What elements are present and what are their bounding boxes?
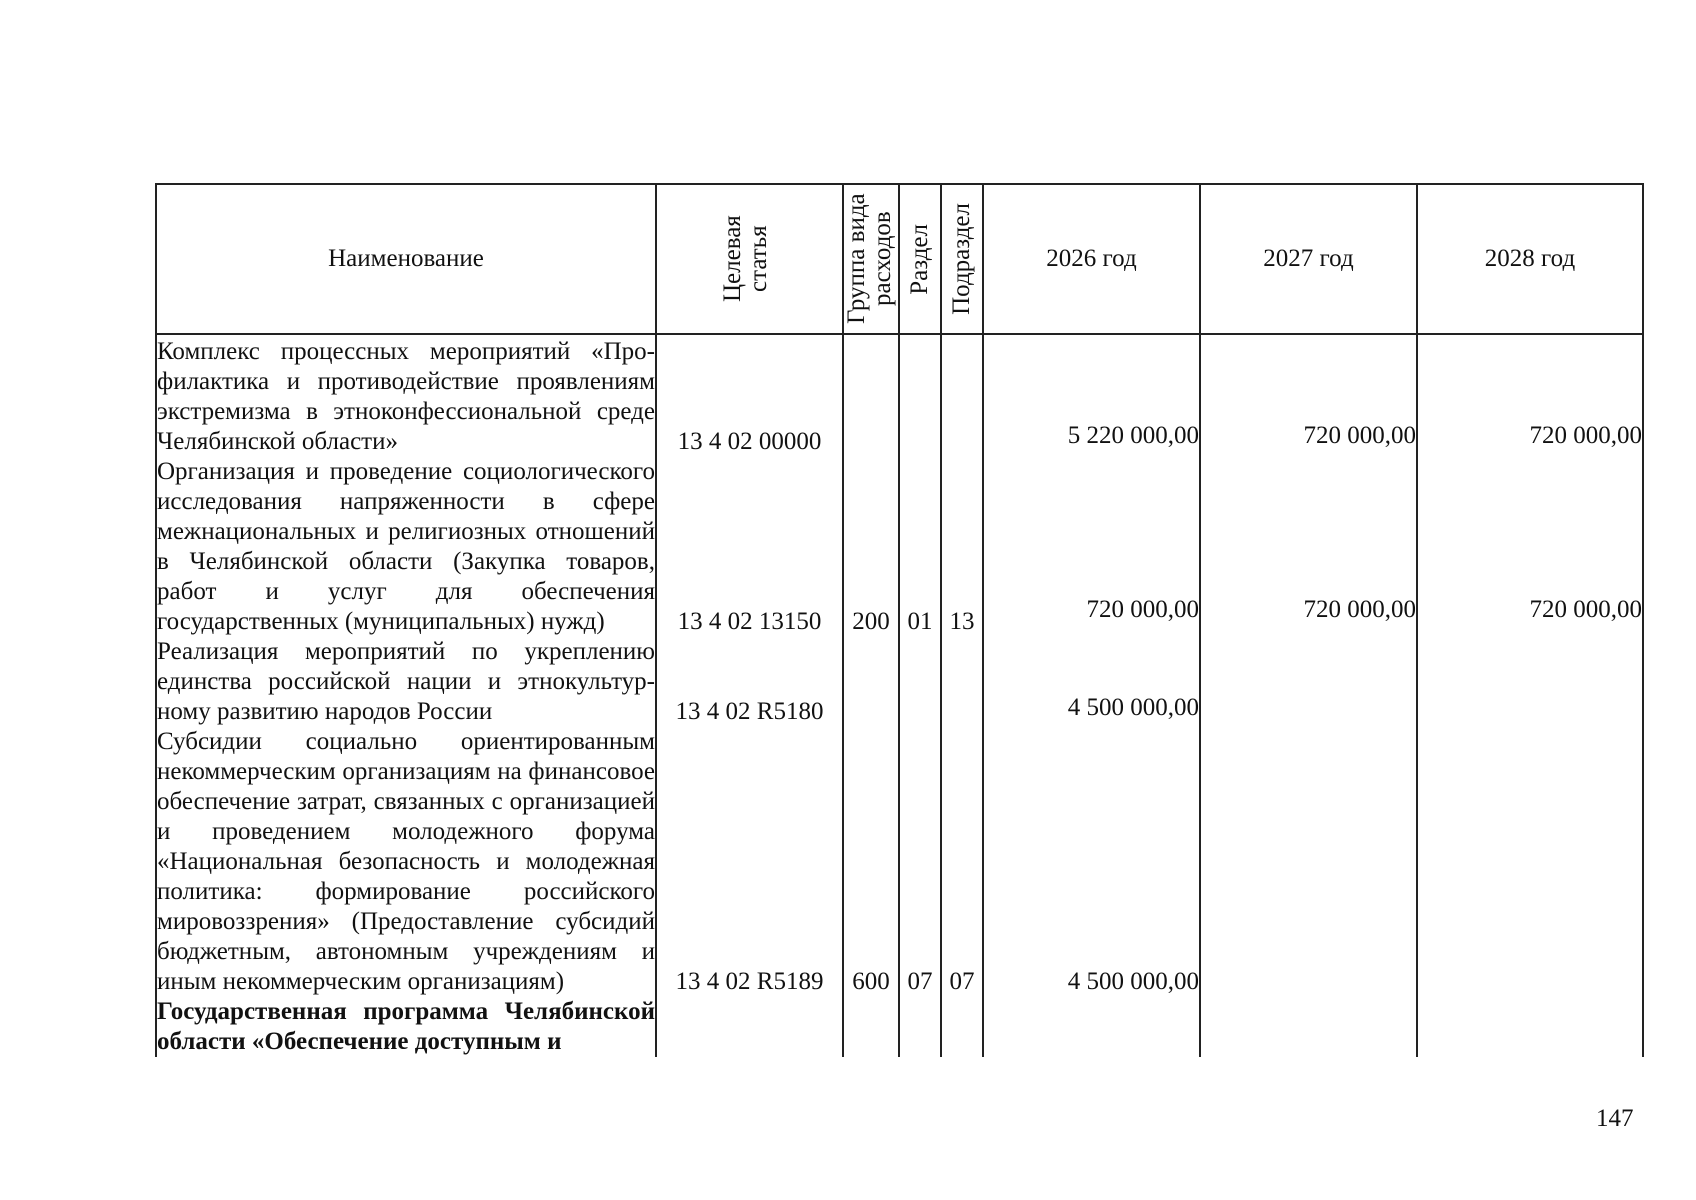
row-amount-2026 xyxy=(983,997,1200,1057)
row-amount-2028: 720 000,00 xyxy=(1417,457,1643,637)
table-header-row xyxy=(156,184,1643,334)
row-expense-group xyxy=(843,334,899,457)
page-number: 147 xyxy=(1596,1105,1634,1132)
row-amount-2026: 720 000,00 xyxy=(983,457,1200,637)
row-amount-2027: 720 000,00 xyxy=(1200,334,1417,457)
row-section xyxy=(899,997,941,1057)
header-target-article-label: Целевая статья xyxy=(718,215,772,303)
row-subsection xyxy=(941,997,983,1057)
row-section xyxy=(899,637,941,727)
row-name: Субсидии социально ориентированным некоммерческим организациям на финансовое обеспечение затрат, связанных с организацией и проведением молодежного форума «Национальная безопасность и молодежная политика: формирование российского мировоззрения» (Предоставление субсидий бюджетным, автономным учреждениям и иным некоммерческим организациям) xyxy=(157,728,655,995)
row-section: 01 xyxy=(899,457,941,637)
row-name: Комплекс процессных мероприятий «Профилактика и противодействие проявлениям экстремизма в этноконфессиональной среде Челябинской области» xyxy=(156,334,656,457)
header-year-2028: 2028 год xyxy=(1417,184,1643,334)
header-year-2027: 2027 год xyxy=(1200,184,1417,334)
row-amount-2028 xyxy=(1417,637,1643,727)
table-row xyxy=(156,334,1643,457)
row-amount-2026: 4 500 000,00 xyxy=(983,727,1200,997)
row-target-article: 13 4 02 00000 xyxy=(656,334,843,457)
row-target-article xyxy=(656,997,843,1057)
table-row xyxy=(156,997,1643,1057)
row-target-article: 13 4 02 R5180 xyxy=(656,637,843,727)
row-name: Организация и проведение социологического исследования напряженности в сфере межнациональных и религиозных отношений в Челябинской области (Закупка товаров, работ и услуг для обеспечения государственных (муниципальных) нужд) xyxy=(157,458,655,635)
header-name: Наименование xyxy=(156,184,656,334)
row-expense-group: 600 xyxy=(843,727,899,997)
row-amount-2028: 720 000,00 xyxy=(1417,334,1643,457)
row-subsection: 13 xyxy=(941,457,983,637)
row-amount-2027: 720 000,00 xyxy=(1200,457,1417,637)
row-name: Государственная программа Челябинской области «Обеспечение доступным и xyxy=(157,998,655,1055)
header-section-label: Раздел xyxy=(906,223,933,295)
row-target-article: 13 4 02 R5189 xyxy=(656,727,843,997)
row-section xyxy=(899,334,941,457)
row-section: 07 xyxy=(899,727,941,997)
table-row xyxy=(156,637,1643,727)
row-amount-2026: 5 220 000,00 xyxy=(983,334,1200,457)
table-row xyxy=(156,457,1643,637)
row-name: Реализация мероприятий по укреплению единства российской нации и этнокультурному развитию народов России xyxy=(157,638,655,725)
header-subsection xyxy=(941,184,983,334)
row-expense-group: 200 xyxy=(843,457,899,637)
row-amount-2027 xyxy=(1200,997,1417,1057)
header-expense-group-label: Группа вида расходов xyxy=(843,193,896,325)
row-amount-2026: 4 500 000,00 xyxy=(983,637,1200,727)
budget-table xyxy=(155,183,1644,1057)
row-amount-2028 xyxy=(1417,997,1643,1057)
row-expense-group xyxy=(843,637,899,727)
row-target-article: 13 4 02 13150 xyxy=(656,457,843,637)
row-amount-2027 xyxy=(1200,727,1417,997)
row-expense-group xyxy=(843,997,899,1057)
row-subsection: 07 xyxy=(941,727,983,997)
header-expense-group xyxy=(843,184,899,334)
header-subsection-label: Подраздел xyxy=(948,203,975,315)
row-amount-2027 xyxy=(1200,637,1417,727)
header-target-article xyxy=(656,184,843,334)
header-section xyxy=(899,184,941,334)
header-year-2026: 2026 год xyxy=(983,184,1200,334)
row-amount-2028 xyxy=(1417,727,1643,997)
row-subsection xyxy=(941,637,983,727)
row-subsection xyxy=(941,334,983,457)
table-row xyxy=(156,727,1643,997)
